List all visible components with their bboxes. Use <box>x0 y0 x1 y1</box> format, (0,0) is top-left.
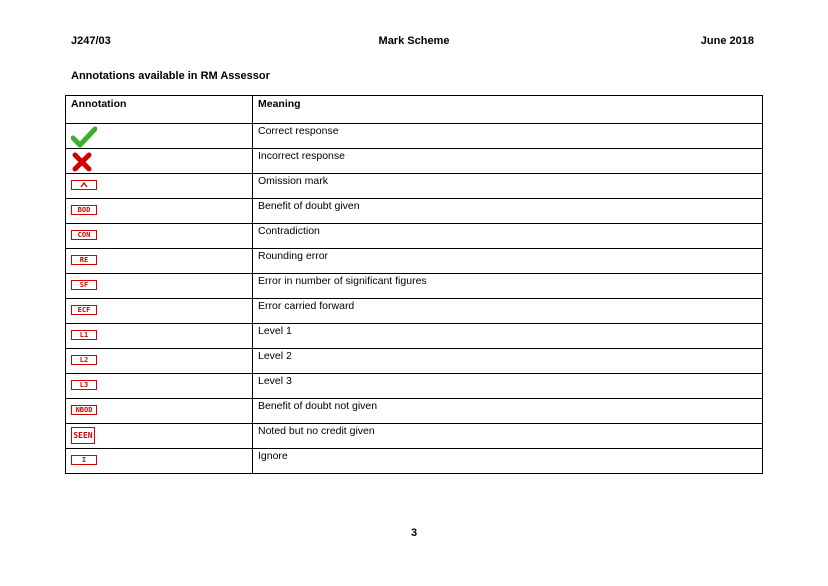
l3-stamp-icon: L3 <box>71 380 97 390</box>
table-row <box>66 399 763 424</box>
table-row <box>66 424 763 449</box>
annotation-cell <box>66 224 253 249</box>
meaning-cell: Benefit of doubt not given <box>253 399 763 424</box>
annotation-cell <box>66 299 253 324</box>
meaning-cell: Level 3 <box>253 374 763 399</box>
table-row <box>66 149 763 174</box>
annotation-cell <box>66 374 253 399</box>
table-row <box>66 249 763 274</box>
meaning-cell: Omission mark <box>253 174 763 199</box>
ignore-stamp-icon: I <box>71 455 97 465</box>
meaning-cell: Incorrect response <box>253 149 763 174</box>
annotation-cell <box>66 449 253 474</box>
re-stamp-icon: RE <box>71 255 97 265</box>
table-row <box>66 374 763 399</box>
meaning-cell: Level 1 <box>253 324 763 349</box>
document-title: Mark Scheme <box>378 35 450 47</box>
section-title: Annotations available in RM Assessor <box>71 70 270 82</box>
annotation-cell <box>66 149 253 174</box>
document-code: J247/03 <box>71 35 111 47</box>
table-row <box>66 274 763 299</box>
table-row <box>66 349 763 374</box>
omission-caret-icon <box>71 180 97 190</box>
document-date: June 2018 <box>700 35 754 47</box>
annotation-cell <box>66 399 253 424</box>
meaning-cell: Rounding error <box>253 249 763 274</box>
meaning-cell: Benefit of doubt given <box>253 199 763 224</box>
ecf-stamp-icon: ECF <box>71 305 97 315</box>
table-row <box>66 224 763 249</box>
annotation-cell <box>66 249 253 274</box>
annotation-cell <box>66 199 253 224</box>
table-row <box>66 124 763 149</box>
annotation-cell <box>66 424 253 449</box>
meaning-cell: Correct response <box>253 124 763 149</box>
annotation-cell <box>66 349 253 374</box>
red-cross-icon <box>71 151 93 173</box>
column-header-meaning: Meaning <box>253 96 763 124</box>
seen-stamp-icon: SEEN <box>71 427 95 444</box>
table-row <box>66 449 763 474</box>
table-row <box>66 174 763 199</box>
meaning-cell: Level 2 <box>253 349 763 374</box>
meaning-cell: Contradiction <box>253 224 763 249</box>
l1-stamp-icon: L1 <box>71 330 97 340</box>
meaning-cell: Ignore <box>253 449 763 474</box>
meaning-cell: Noted but no credit given <box>253 424 763 449</box>
green-tick-icon <box>71 126 97 148</box>
annotation-cell <box>66 124 253 149</box>
annotations-table <box>65 95 763 474</box>
table-header-row <box>66 96 763 124</box>
column-header-annotation: Annotation <box>66 96 253 124</box>
page-number: 3 <box>410 527 418 539</box>
con-stamp-icon: CON <box>71 230 97 240</box>
meaning-cell: Error carried forward <box>253 299 763 324</box>
table-row <box>66 299 763 324</box>
annotation-cell <box>66 174 253 199</box>
meaning-cell: Error in number of significant figures <box>253 274 763 299</box>
annotation-cell <box>66 324 253 349</box>
l2-stamp-icon: L2 <box>71 355 97 365</box>
table-row <box>66 199 763 224</box>
table-row <box>66 324 763 349</box>
nbod-stamp-icon: NBOD <box>71 405 97 415</box>
annotation-cell <box>66 274 253 299</box>
sf-stamp-icon: SF <box>71 280 97 290</box>
bod-stamp-icon: BOD <box>71 205 97 215</box>
